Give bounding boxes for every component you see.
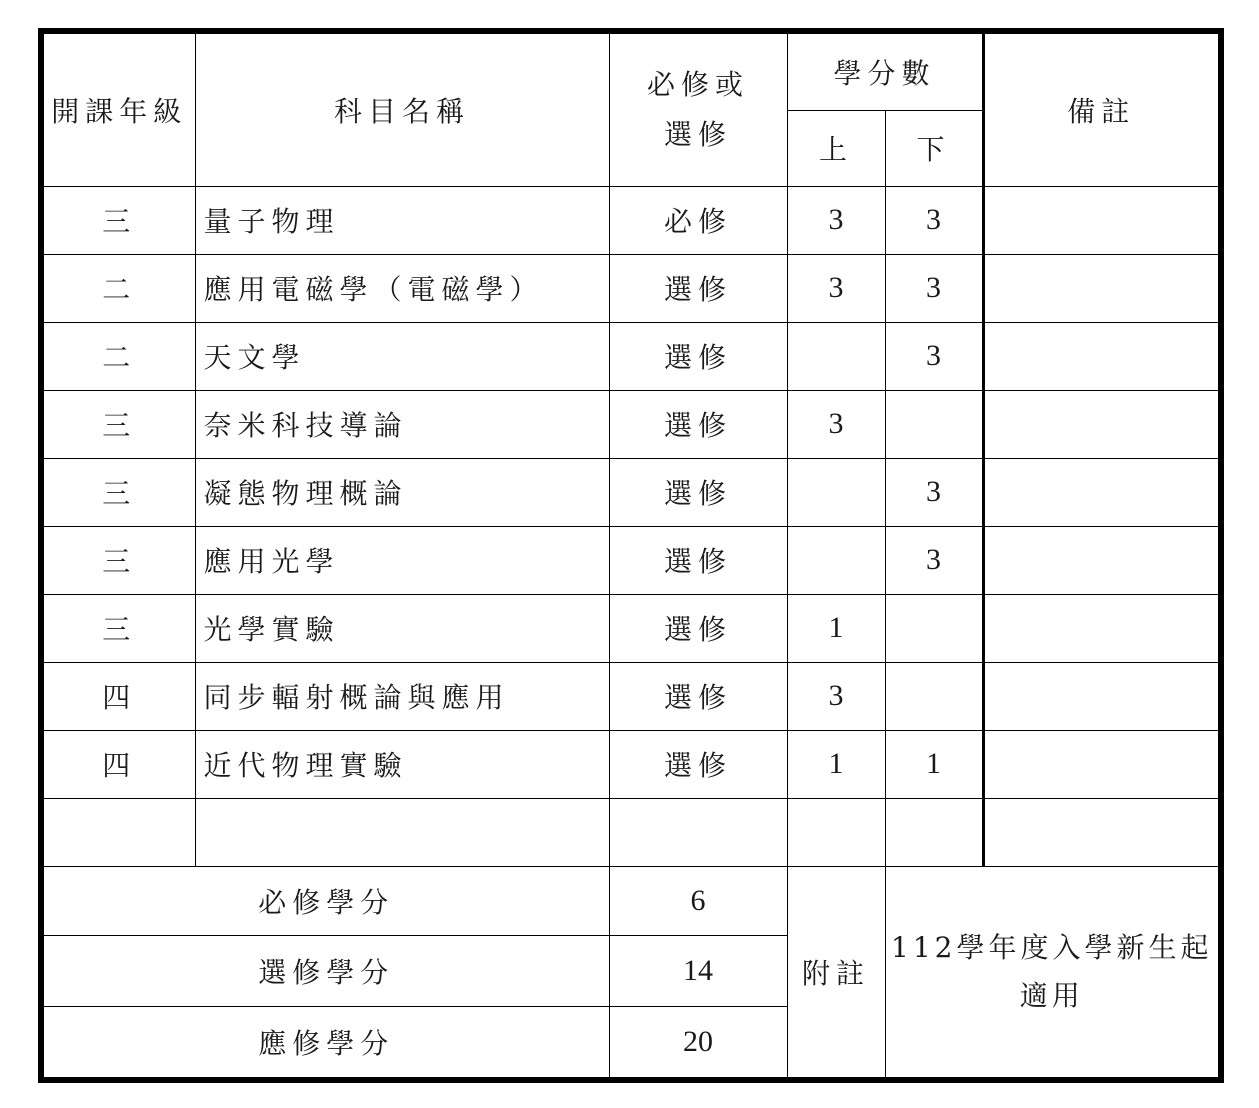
type-cell: 選修 bbox=[609, 254, 787, 322]
table-row bbox=[44, 322, 1218, 390]
remark-cell bbox=[983, 390, 1218, 458]
header-upper: 上 bbox=[787, 110, 885, 186]
type-cell: 選修 bbox=[609, 322, 787, 390]
subject-cell: 量子物理 bbox=[195, 186, 609, 254]
lower-credit-cell bbox=[885, 594, 983, 662]
subject-cell: 應用光學 bbox=[195, 526, 609, 594]
remark-cell bbox=[983, 798, 1218, 866]
grade-cell: 二 bbox=[44, 322, 195, 390]
remark-cell bbox=[983, 730, 1218, 798]
remark-cell bbox=[983, 458, 1218, 526]
grade-cell: 三 bbox=[44, 390, 195, 458]
summary-row bbox=[44, 866, 1218, 935]
table-row bbox=[44, 526, 1218, 594]
upper-credit-cell: 1 bbox=[787, 730, 885, 798]
grade-cell: 四 bbox=[44, 730, 195, 798]
header-lower: 下 bbox=[885, 110, 983, 186]
grade-cell: 三 bbox=[44, 186, 195, 254]
elective-credits-value: 14 bbox=[609, 935, 787, 1006]
lower-credit-cell: 3 bbox=[885, 254, 983, 322]
header-required-or-elective bbox=[609, 34, 787, 186]
lower-credit-cell: 3 bbox=[885, 186, 983, 254]
note-text-line1: 112學年度入學新生起 bbox=[891, 930, 1213, 964]
table-row bbox=[44, 662, 1218, 730]
lower-credit-cell: 1 bbox=[885, 730, 983, 798]
type-cell: 選修 bbox=[609, 526, 787, 594]
subject-cell: 凝態物理概論 bbox=[195, 458, 609, 526]
header-grade: 開課年級 bbox=[44, 34, 195, 186]
remark-cell bbox=[983, 254, 1218, 322]
lower-credit-cell: 3 bbox=[885, 526, 983, 594]
type-cell bbox=[609, 798, 787, 866]
grade-cell: 三 bbox=[44, 594, 195, 662]
upper-credit-cell: 3 bbox=[787, 390, 885, 458]
header-required-line2: 選修 bbox=[663, 117, 732, 151]
subject-cell: 同步輻射概論與應用 bbox=[195, 662, 609, 730]
grade-cell: 三 bbox=[44, 526, 195, 594]
lower-credit-cell bbox=[885, 662, 983, 730]
course-table-frame bbox=[38, 28, 1224, 1083]
lower-credit-cell: 3 bbox=[885, 458, 983, 526]
header-remarks: 備註 bbox=[983, 34, 1218, 186]
type-cell: 選修 bbox=[609, 730, 787, 798]
table-row bbox=[44, 186, 1218, 254]
upper-credit-cell bbox=[787, 798, 885, 866]
remark-cell bbox=[983, 594, 1218, 662]
grade-cell: 四 bbox=[44, 662, 195, 730]
subject-cell bbox=[195, 798, 609, 866]
elective-credits-label: 選修學分 bbox=[44, 935, 609, 1006]
note-text bbox=[885, 866, 1218, 1077]
remark-cell bbox=[983, 662, 1218, 730]
remark-cell bbox=[983, 526, 1218, 594]
subject-cell: 天文學 bbox=[195, 322, 609, 390]
header-required-line1: 必修或 bbox=[646, 67, 749, 101]
required-credits-value: 6 bbox=[609, 866, 787, 935]
note-label: 附註 bbox=[787, 866, 885, 1077]
upper-credit-cell: 1 bbox=[787, 594, 885, 662]
table-row bbox=[44, 458, 1218, 526]
total-credits-value: 20 bbox=[609, 1006, 787, 1077]
note-text-line2: 適用 bbox=[1019, 978, 1084, 1012]
type-cell: 選修 bbox=[609, 594, 787, 662]
required-credits-label: 必修學分 bbox=[44, 866, 609, 935]
table-row bbox=[44, 390, 1218, 458]
header-subject: 科目名稱 bbox=[195, 34, 609, 186]
lower-credit-cell: 3 bbox=[885, 322, 983, 390]
grade-cell bbox=[44, 798, 195, 866]
total-credits-label: 應修學分 bbox=[44, 1006, 609, 1077]
table-row bbox=[44, 254, 1218, 322]
subject-cell: 奈米科技導論 bbox=[195, 390, 609, 458]
type-cell: 必修 bbox=[609, 186, 787, 254]
type-cell: 選修 bbox=[609, 662, 787, 730]
type-cell: 選修 bbox=[609, 390, 787, 458]
table-row bbox=[44, 798, 1218, 866]
lower-credit-cell bbox=[885, 798, 983, 866]
grade-cell: 三 bbox=[44, 458, 195, 526]
upper-credit-cell bbox=[787, 526, 885, 594]
remark-cell bbox=[983, 186, 1218, 254]
subject-cell: 近代物理實驗 bbox=[195, 730, 609, 798]
table-row bbox=[44, 730, 1218, 798]
lower-credit-cell bbox=[885, 390, 983, 458]
table-row bbox=[44, 594, 1218, 662]
remark-cell bbox=[983, 322, 1218, 390]
type-cell: 選修 bbox=[609, 458, 787, 526]
grade-cell: 二 bbox=[44, 254, 195, 322]
header-credits: 學分數 bbox=[787, 34, 983, 110]
course-table bbox=[44, 34, 1218, 1078]
subject-cell: 應用電磁學（電磁學） bbox=[195, 254, 609, 322]
upper-credit-cell: 3 bbox=[787, 186, 885, 254]
subject-cell: 光學實驗 bbox=[195, 594, 609, 662]
upper-credit-cell: 3 bbox=[787, 254, 885, 322]
upper-credit-cell bbox=[787, 322, 885, 390]
upper-credit-cell: 3 bbox=[787, 662, 885, 730]
upper-credit-cell bbox=[787, 458, 885, 526]
